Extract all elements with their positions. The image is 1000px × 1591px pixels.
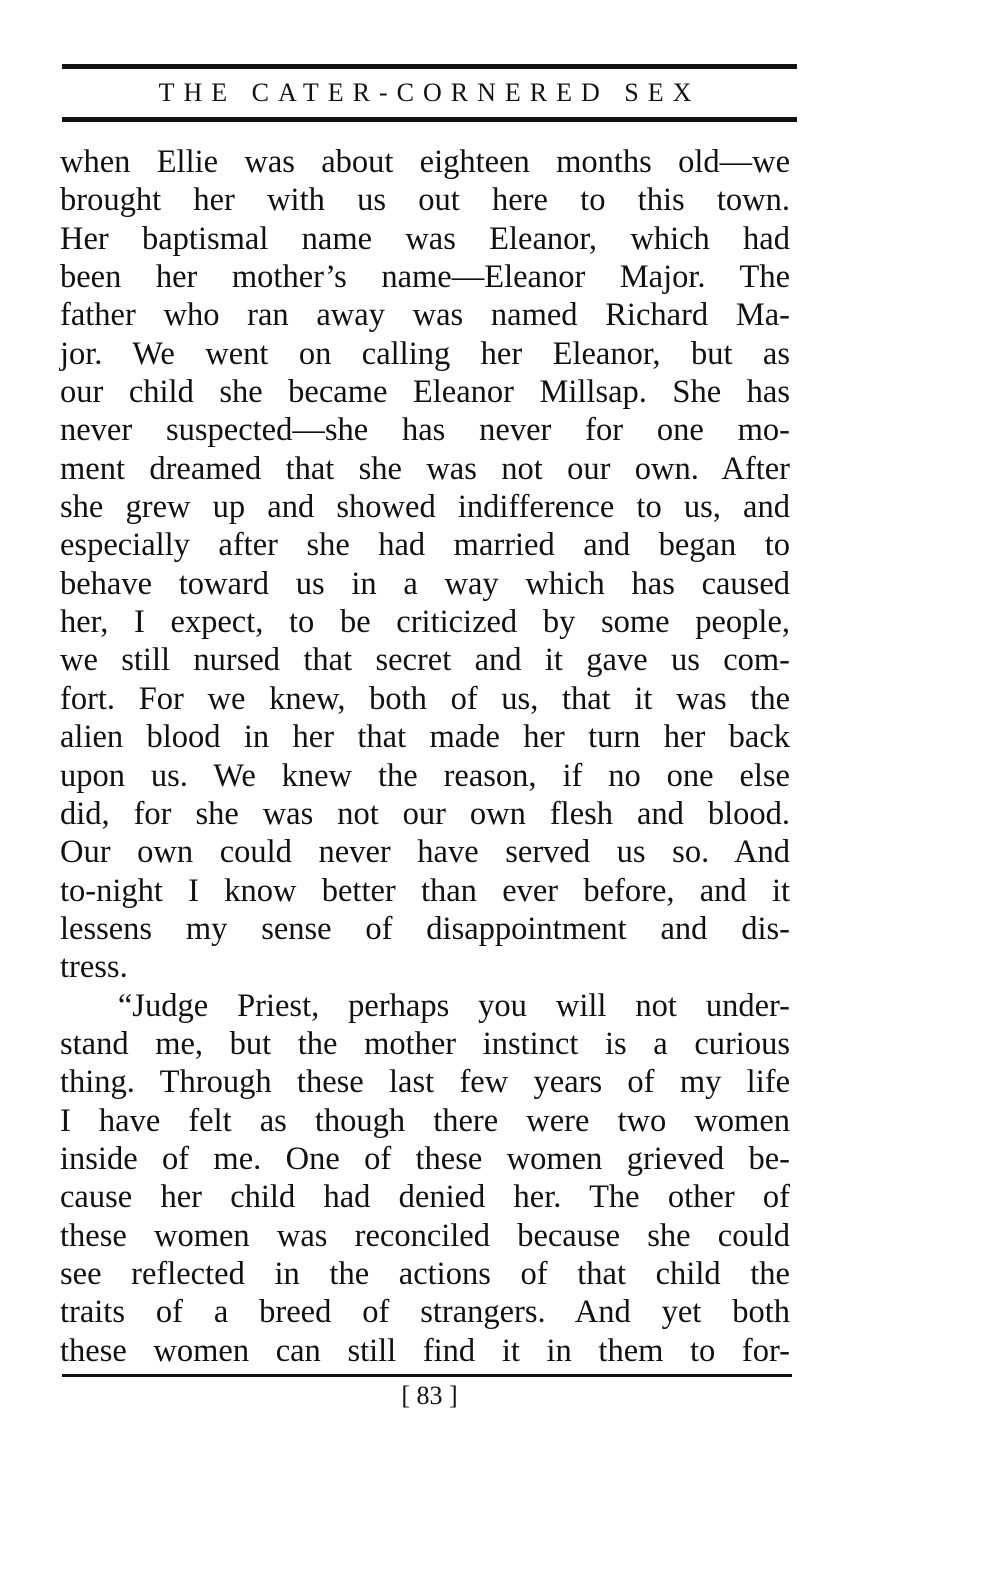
page-number: [ 83 ] [401,1381,458,1410]
text-line: been her mother’s name—Eleanor Major. The [60,259,790,296]
text-line: these women can still find it in them to for- [60,1332,790,1369]
text-line: these women was reconciled because she could [60,1217,790,1254]
text-line: stand me, but the mother instinct is a curious [60,1025,790,1062]
text-line: never suspected—she has never for one mo- [60,412,790,449]
header-rule [62,117,797,122]
text-line: she grew up and showed indifference to us, and [60,489,790,526]
text-line: behave toward us in a way which has caused [60,565,790,602]
text-line: especially after she had married and began to [60,527,790,564]
text-line: brought her with us out here to this town. [60,182,790,219]
text-line: did, for she was not our own flesh and blood. [60,795,790,832]
text-line: fort. For we knew, both of us, that it was the [60,680,790,717]
text-line: lessens my sense of disappointment and dis- [60,910,790,947]
text-line: “Judge Priest, perhaps you will not under- [60,987,790,1024]
text-line: cause her child had denied her. The other of [60,1179,790,1216]
text-line: Her baptismal name was Eleanor, which had [60,220,790,257]
text-line: alien blood in her that made her turn her back [60,719,790,756]
text-line: we still nursed that secret and it gave us com- [60,642,790,679]
text-line: jor. We went on calling her Eleanor, but as [60,335,790,372]
text-line: tress. [60,949,128,986]
text-line: to-night I know better than ever before, and it [60,872,790,909]
text-line: inside of me. One of these women grieved be- [60,1140,790,1177]
body-text [60,143,790,1370]
text-line: ment dreamed that she was not our own. After [60,450,790,487]
running-head: THE CATER-CORNERED SEX [158,78,701,107]
text-line: her, I expect, to be criticized by some people, [60,604,790,641]
text-line: see reflected in the actions of that child the [60,1255,790,1292]
footer-rule [62,1374,792,1377]
text-line: upon us. We knew the reason, if no one else [60,757,790,794]
text-line: our child she became Eleanor Millsap. She has [60,374,790,411]
top-rule [62,64,797,69]
text-line: I have felt as though there were two women [60,1102,790,1139]
text-line: traits of a breed of strangers. And yet both [60,1294,790,1331]
text-line: father who ran away was named Richard Ma- [60,297,790,334]
text-line: thing. Through these last few years of my life [60,1064,790,1101]
text-line: Our own could never have served us so. And [60,834,790,871]
text-line: when Ellie was about eighteen months old—we [60,144,790,180]
